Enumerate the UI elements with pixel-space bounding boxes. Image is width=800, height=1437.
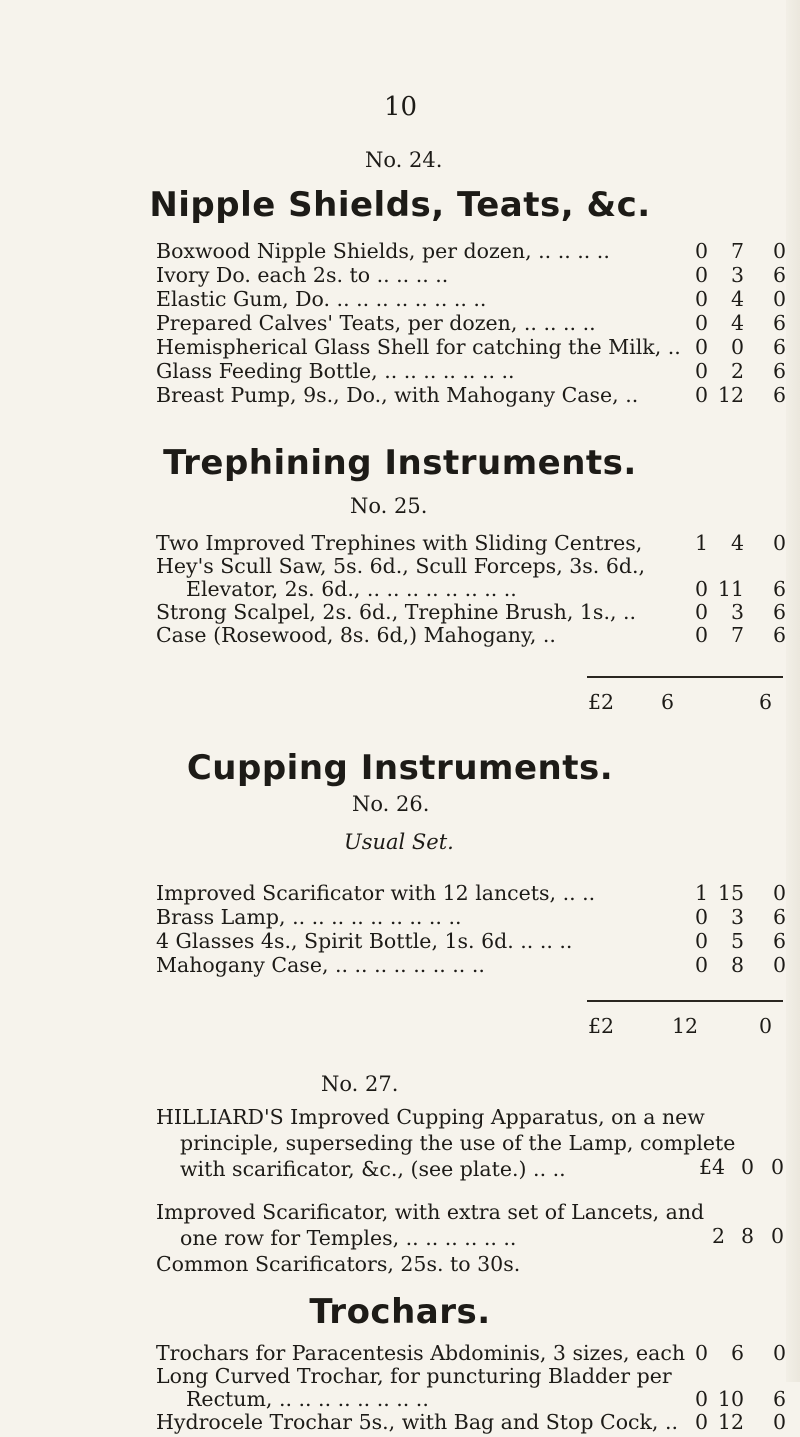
amount-pence: 0 <box>772 239 786 263</box>
amount-pence: 6 <box>772 263 786 287</box>
amount-shillings: 2 <box>730 359 744 383</box>
amount-shillings: 15 <box>717 881 744 905</box>
amount-shillings: 8 <box>730 953 744 977</box>
paragraph-line: HILLIARD'S Improved Cupping Apparatus, on a new <box>156 1105 705 1129</box>
amount-pounds: 0 <box>694 239 708 263</box>
total-pence: 0 <box>759 1014 773 1038</box>
section-title: Trephining Instruments. <box>163 443 637 483</box>
amount-pence: 6 <box>772 335 786 359</box>
amount-pence: 0 <box>772 881 786 905</box>
amount-pence: 6 <box>772 359 786 383</box>
amount-shillings: 5 <box>730 929 744 953</box>
amount-pence: 0 <box>772 953 786 977</box>
total-pounds: £2 <box>588 690 615 714</box>
amount-pence: 6 <box>772 577 786 601</box>
amount-pounds: 0 <box>694 905 708 929</box>
section-number: No. 27. <box>321 1072 399 1096</box>
paragraph-line: Improved Scarificator, with extra set of Lancets, and <box>156 1200 705 1224</box>
total-rule <box>587 1000 783 1002</box>
item-description: Case (Rosewood, 8s. 6d,) Mahogany, .. <box>156 623 556 647</box>
item-description: Elastic Gum, Do. .. .. .. .. .. .. .. .. <box>156 287 487 311</box>
item-description: Two Improved Trephines with Sliding Centres, <box>156 531 643 555</box>
price-pounds: 2 <box>712 1224 726 1248</box>
item-description: Glass Feeding Bottle, .. .. .. .. .. .. .. <box>156 359 515 383</box>
item-description: Rectum, .. .. .. .. .. .. .. .. <box>186 1387 429 1411</box>
amount-shillings: 0 <box>730 335 744 359</box>
amount-pence: 0 <box>772 1410 786 1434</box>
page-number: 10 <box>384 92 418 122</box>
list-item <box>0 620 800 650</box>
list-item <box>0 1407 800 1437</box>
amount-shillings: 3 <box>730 905 744 929</box>
item-description: Ivory Do. each 2s. to .. .. .. .. <box>156 263 449 287</box>
amount-pence: 6 <box>772 600 786 624</box>
amount-pence: 0 <box>772 531 786 555</box>
item-description: Prepared Calves' Teats, per dozen, .. .. .. .. <box>156 311 596 335</box>
section-number: No. 24. <box>365 148 443 172</box>
section-subtitle: Usual Set. <box>344 830 454 854</box>
amount-pence: 6 <box>772 383 786 407</box>
paragraph-line: principle, superseding the use of the Lamp, complete <box>180 1131 736 1155</box>
amount-pounds: 0 <box>694 263 708 287</box>
price-pence: 0 <box>771 1155 785 1179</box>
amount-pounds: 0 <box>694 1387 708 1411</box>
amount-shillings: 11 <box>717 577 744 601</box>
list-item <box>0 950 800 980</box>
amount-shillings: 7 <box>730 239 744 263</box>
amount-pence: 0 <box>772 287 786 311</box>
total-shillings: 12 <box>672 1014 699 1038</box>
total-shillings: 6 <box>661 690 675 714</box>
amount-pounds: 0 <box>694 577 708 601</box>
list-item <box>0 380 800 410</box>
amount-pounds: 1 <box>694 881 708 905</box>
amount-pounds: 0 <box>694 383 708 407</box>
amount-pence: 6 <box>772 623 786 647</box>
price-shillings: 0 <box>741 1155 755 1179</box>
section-title: Trochars. <box>309 1292 491 1332</box>
amount-pounds: 1 <box>694 531 708 555</box>
amount-pence: 6 <box>772 1387 786 1411</box>
paragraph-line: Common Scarificators, 25s. to 30s. <box>156 1252 521 1276</box>
amount-pounds: 0 <box>694 1410 708 1434</box>
amount-pence: 6 <box>772 905 786 929</box>
item-description: 4 Glasses 4s., Spirit Bottle, 1s. 6d. .. .. .. <box>156 929 573 953</box>
total-rule <box>587 676 783 678</box>
amount-shillings: 12 <box>717 383 744 407</box>
item-description: Hey's Scull Saw, 5s. 6d., Scull Forceps, 3s. 6d., <box>156 554 646 578</box>
item-description: Trochars for Paracentesis Abdominis, 3 sizes, each <box>156 1341 686 1365</box>
section-number: No. 25. <box>350 494 428 518</box>
amount-shillings: 4 <box>730 287 744 311</box>
section-title: Cupping Instruments. <box>186 748 614 788</box>
amount-shillings: 4 <box>730 531 744 555</box>
item-description: Hydrocele Trochar 5s., with Bag and Stop Cock, .. <box>156 1410 678 1434</box>
amount-pence: 0 <box>772 1341 786 1365</box>
amount-pounds: 0 <box>694 287 708 311</box>
paragraph-line: one row for Temples, .. .. .. .. .. .. <box>180 1226 517 1250</box>
price-shillings: 8 <box>741 1224 755 1248</box>
item-description: Elevator, 2s. 6d., .. .. .. .. .. .. .. .. <box>186 577 517 601</box>
price-pounds: £4 <box>699 1155 726 1179</box>
amount-shillings: 7 <box>730 623 744 647</box>
section-title: Nipple Shields, Teats, &c. <box>149 185 651 225</box>
price-pence: 0 <box>771 1224 785 1248</box>
amount-shillings: 3 <box>730 600 744 624</box>
amount-pounds: 0 <box>694 335 708 359</box>
item-description: Breast Pump, 9s., Do., with Mahogany Case, .. <box>156 383 639 407</box>
amount-shillings: 4 <box>730 311 744 335</box>
amount-pounds: 0 <box>694 929 708 953</box>
section-number: No. 26. <box>352 792 430 816</box>
amount-shillings: 6 <box>730 1341 744 1365</box>
item-description: Boxwood Nipple Shields, per dozen, .. .. .. .. <box>156 239 610 263</box>
amount-pounds: 0 <box>694 359 708 383</box>
paragraph-line: with scarificator, &c., (see plate.) .. .. <box>180 1157 566 1181</box>
item-description: Hemispherical Glass Shell for catching the Milk, .. <box>156 335 681 359</box>
amount-pounds: 0 <box>694 1341 708 1365</box>
amount-shillings: 12 <box>717 1410 744 1434</box>
amount-pounds: 0 <box>694 600 708 624</box>
item-description: Improved Scarificator with 12 lancets, .. .. <box>156 881 596 905</box>
item-description: Brass Lamp, .. .. .. .. .. .. .. .. .. <box>156 905 462 929</box>
item-description: Strong Scalpel, 2s. 6d., Trephine Brush, 1s., .. <box>156 600 637 624</box>
amount-pounds: 0 <box>694 311 708 335</box>
amount-shillings: 10 <box>717 1387 744 1411</box>
amount-pence: 6 <box>772 929 786 953</box>
amount-pounds: 0 <box>694 623 708 647</box>
amount-pence: 6 <box>772 311 786 335</box>
total-pence: 6 <box>759 690 773 714</box>
total-pounds: £2 <box>588 1014 615 1038</box>
item-description: Long Curved Trochar, for puncturing Bladder per <box>156 1364 672 1388</box>
amount-shillings: 3 <box>730 263 744 287</box>
amount-pounds: 0 <box>694 953 708 977</box>
item-description: Mahogany Case, .. .. .. .. .. .. .. .. <box>156 953 485 977</box>
